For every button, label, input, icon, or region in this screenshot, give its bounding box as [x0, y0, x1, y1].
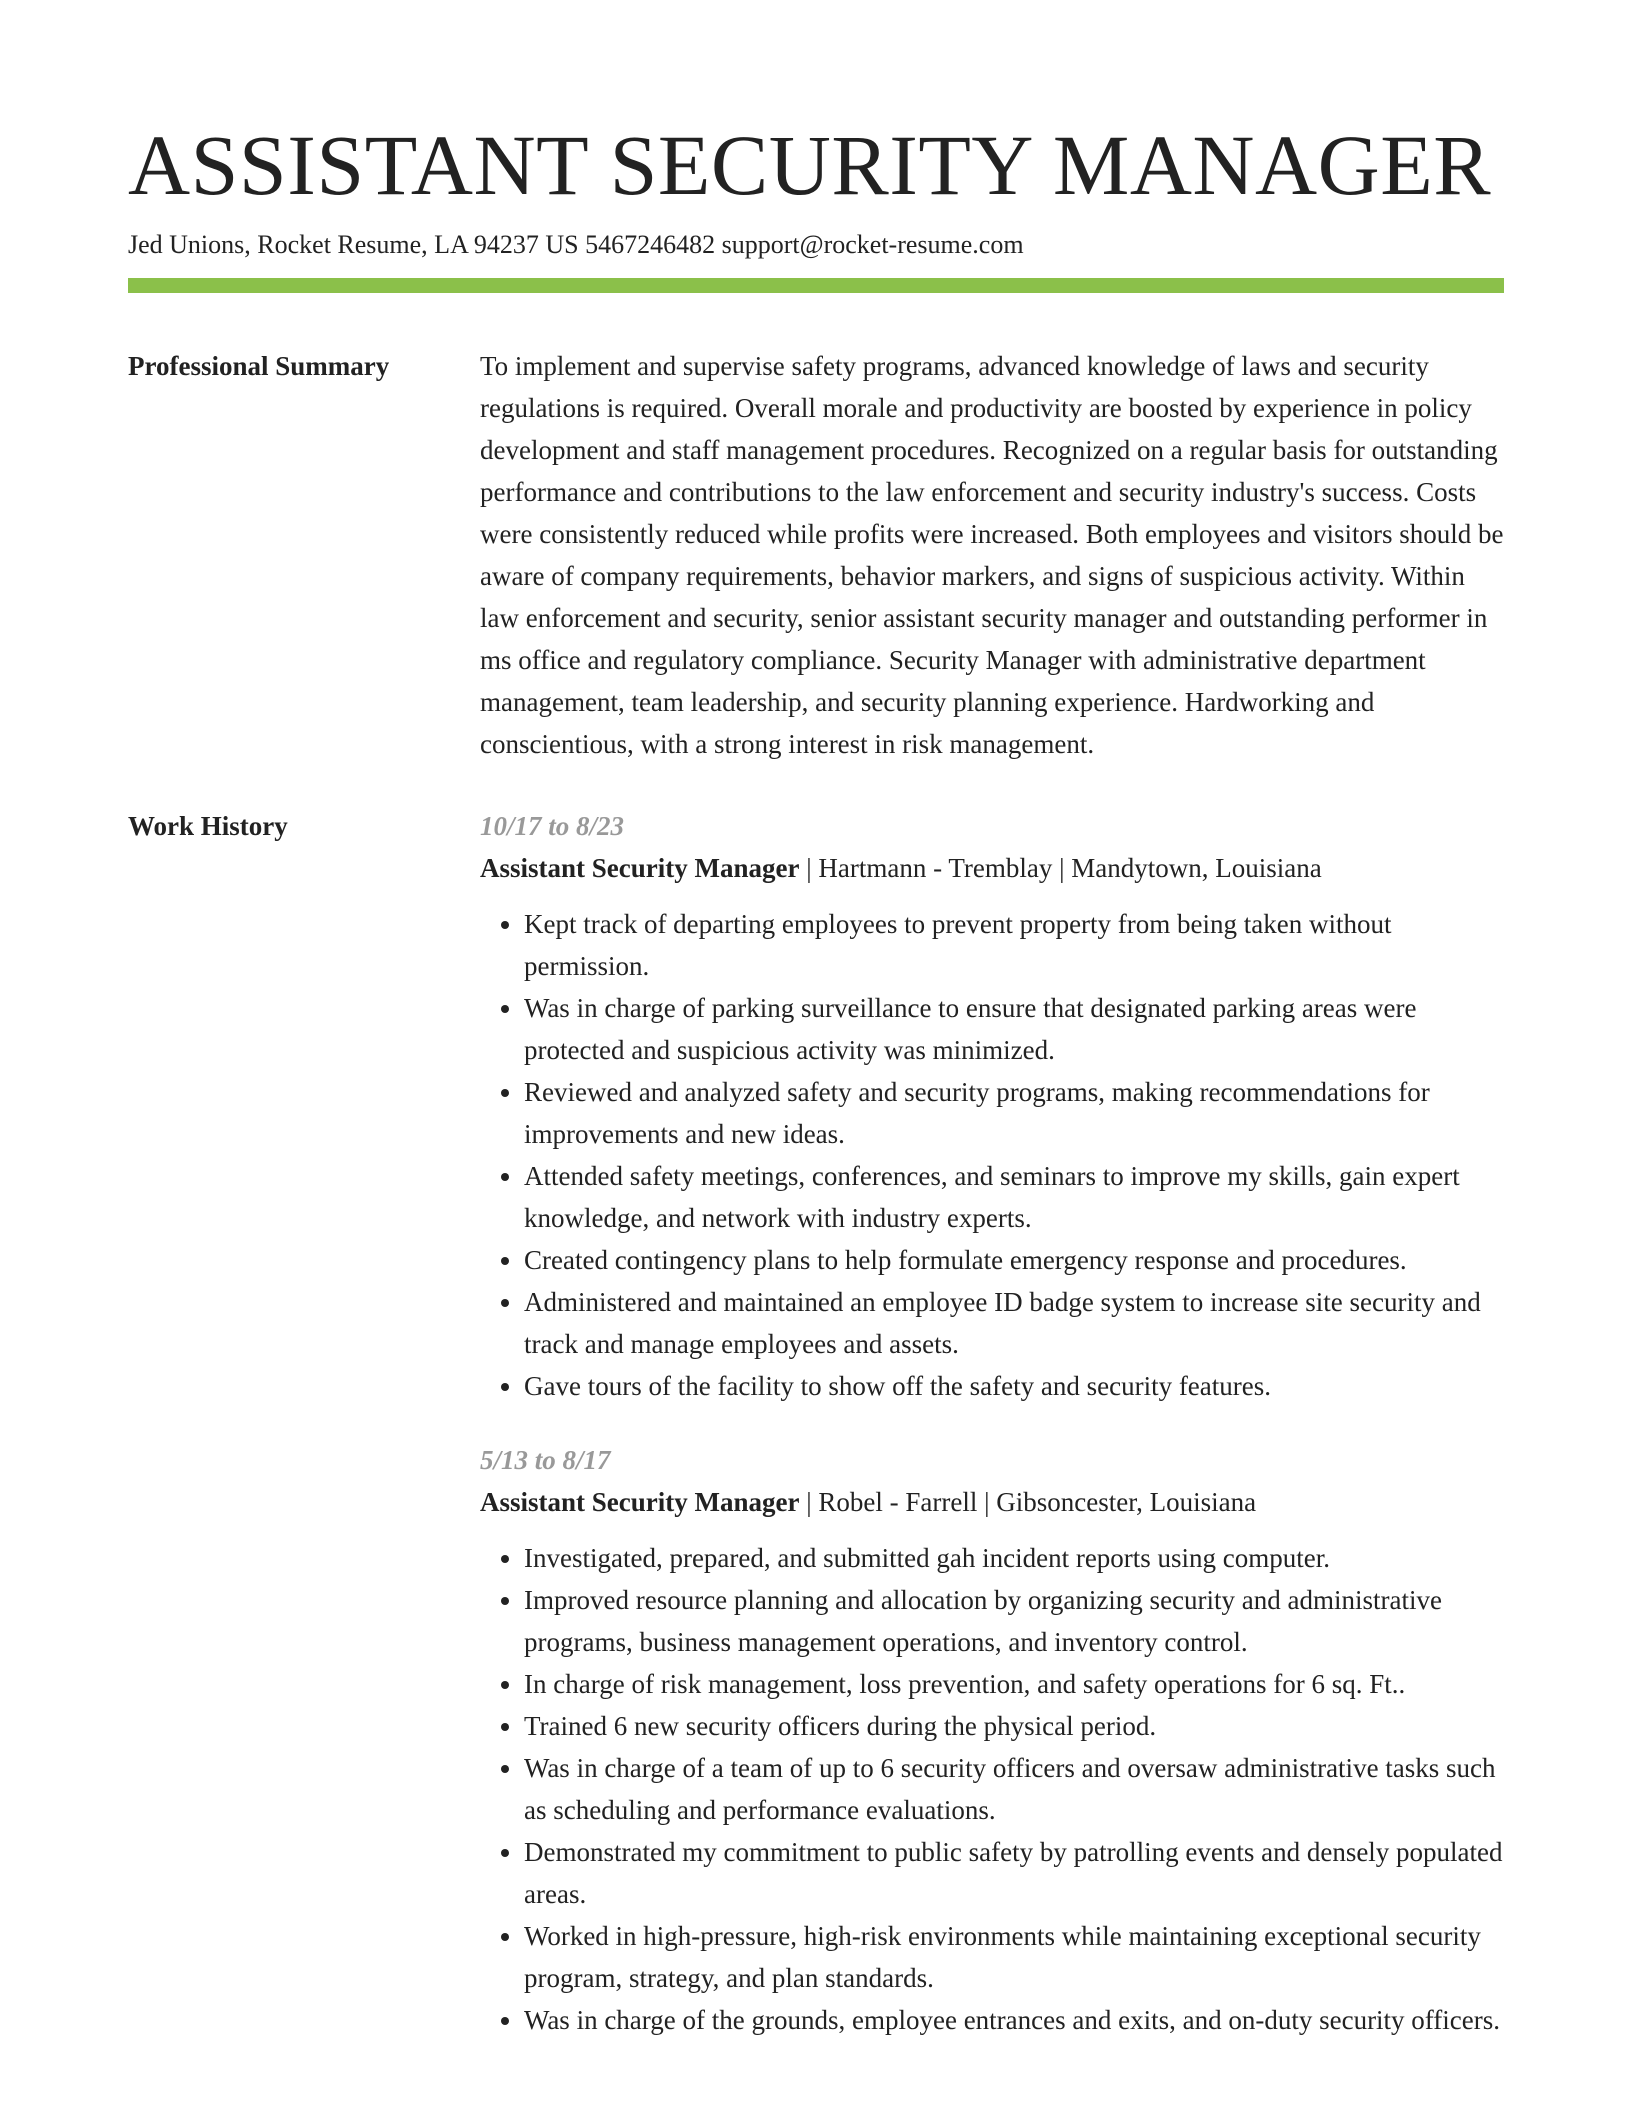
job-bullet: • Reviewed and analyzed safety and security programs, making recommendations for improvements and new ideas. — [524, 1071, 1504, 1155]
section-label-work-history: Work History — [128, 811, 288, 842]
work-history-section — [128, 805, 1504, 2041]
job-bullet: • Worked in high-pressure, high-risk environments while maintaining exceptional security program, strategy, and plan standards. — [524, 1915, 1504, 1999]
job-bullet: • Trained 6 new security officers during the physical period. — [524, 1705, 1504, 1747]
job-bullet: • Attended safety meetings, conferences, and seminars to improve my skills, gain expert knowledge, and network with industry experts. — [524, 1155, 1504, 1239]
job-bullet: • Was in charge of parking surveillance to ensure that designated parking areas were protected and suspicious activity was minimized. — [524, 987, 1504, 1071]
job-bullet: • Improved resource planning and allocation by organizing security and administrative programs, business management operations, and inventory control. — [524, 1579, 1504, 1663]
resume-page — [128, 117, 1504, 2041]
job-bullet: • Demonstrated my commitment to public safety by patrolling events and densely populated areas. — [524, 1831, 1504, 1915]
professional-summary-section — [128, 345, 1504, 765]
resume-title: ASSISTANT SECURITY MANAGER — [128, 117, 1492, 213]
job-employer-location: | Robel - Farrell | Gibsoncester, Louisiana — [799, 1487, 1257, 1518]
job-bullet: • Gave tours of the facility to show off the safety and security features. — [524, 1365, 1504, 1407]
contact-line: Jed Unions, Rocket Resume, LA 94237 US 5467246482 support@rocket-resume.com — [128, 230, 1024, 260]
job-bullet: • Kept track of departing employees to prevent property from being taken without permission. — [524, 903, 1504, 987]
job-bullet: • Created contingency plans to help formulate emergency response and procedures. — [524, 1239, 1504, 1281]
work-history-body — [480, 805, 1504, 2041]
job-bullet: • In charge of risk management, loss prevention, and safety operations for 6 sq. Ft.. — [524, 1663, 1504, 1705]
job-entry — [480, 1439, 1504, 2041]
job-employer-location: | Hartmann - Tremblay | Mandytown, Louisiana — [799, 853, 1322, 884]
job-heading — [480, 1481, 1504, 1523]
job-bullet: • Investigated, prepared, and submitted gah incident reports using computer. — [524, 1537, 1504, 1579]
summary-text: To implement and supervise safety programs, advanced knowledge of laws and security regulations is required. Overall morale and productivity are boosted by experience in policy development and staff management procedures. Recognized on a regular basis for outstanding performance and contributions to the law enforcement and security industry's success. Costs were consistently reduced while profits were increased. Both employees and visitors should be aware of company requirements, behavior markers, and signs of suspicious activity. Within law enforcement and security, senior assistant security manager and outstanding performer in ms office and regulatory compliance. Security Manager with administrative department management, team leadership, and security planning experience. Hardworking and conscientious, with a strong interest in risk management. — [480, 351, 1504, 760]
job-bullet: • Administered and maintained an employee ID badge system to increase site security and track and manage employees and assets. — [524, 1281, 1504, 1365]
job-bullet: • Was in charge of the grounds, employee entrances and exits, and on-duty security officers. — [524, 1999, 1504, 2041]
summary-body — [480, 345, 1504, 765]
job-title: Assistant Security Manager — [480, 853, 800, 884]
section-label-summary: Professional Summary — [128, 351, 390, 382]
job-bullet-list — [480, 903, 1504, 1407]
job-heading — [480, 847, 1504, 889]
job-entry — [480, 805, 1504, 1407]
job-dates: 10/17 to 8/23 — [480, 811, 625, 842]
job-bullet-list — [480, 1537, 1504, 2041]
job-title: Assistant Security Manager — [480, 1487, 800, 1518]
accent-divider — [128, 278, 1504, 293]
job-bullet: • Was in charge of a team of up to 6 security officers and oversaw administrative tasks such as scheduling and performance evaluations. — [524, 1747, 1504, 1831]
job-dates: 5/13 to 8/17 — [480, 1445, 611, 1476]
